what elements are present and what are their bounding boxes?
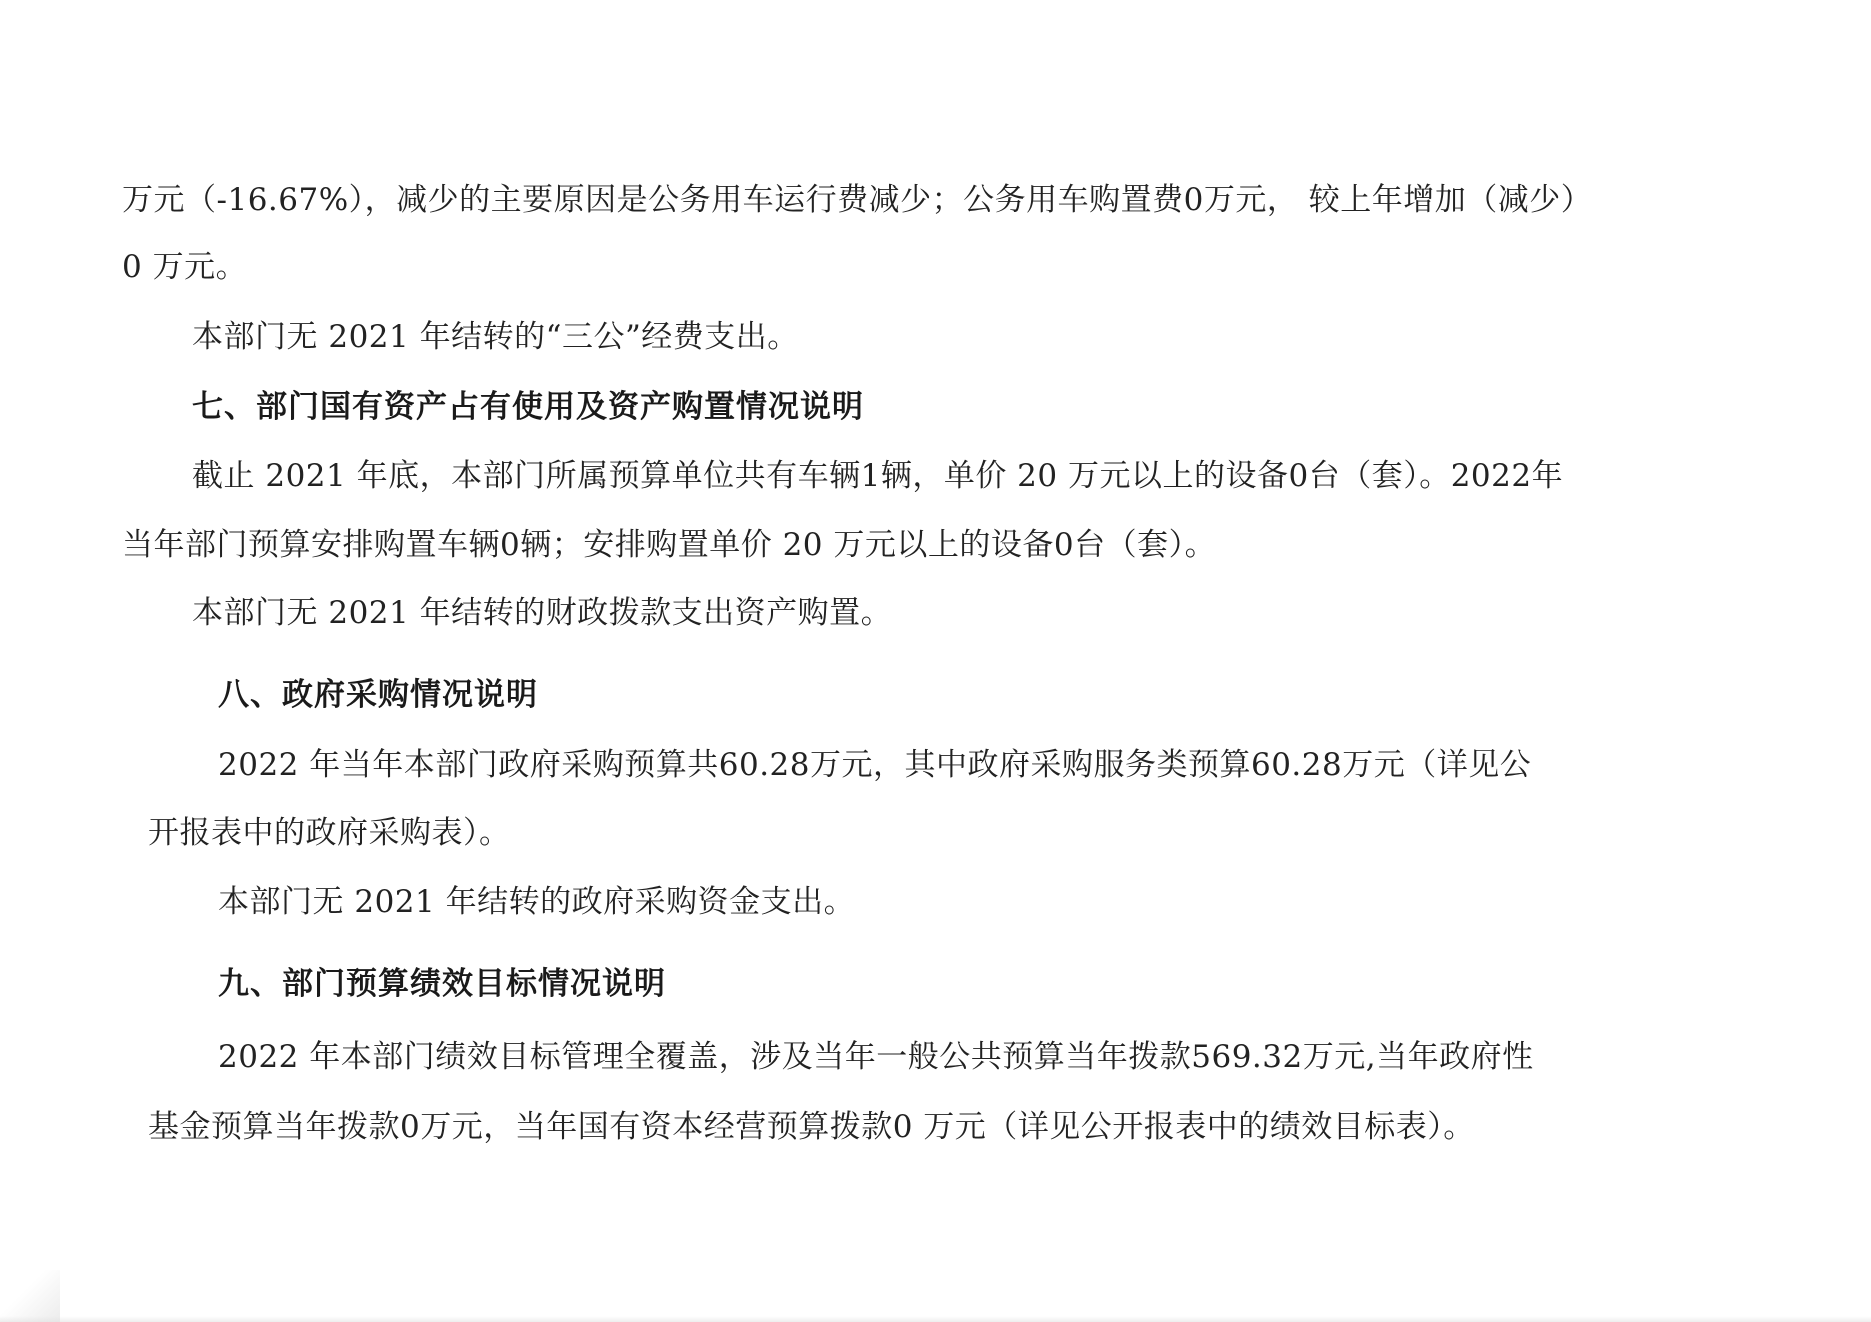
paragraph-line: 截止 2021 年底，本部门所属预算单位共有车辆1辆，单价 20 万元以上的设备0台（套）。2022年 [192,458,1564,494]
paragraph-line: 本部门无 2021 年结转的政府采购资金支出。 [218,884,856,920]
paragraph-line: 2022 年本部门绩效目标管理全覆盖，涉及当年一般公共预算当年拨款569.32万元,当年政府性 [218,1039,1534,1075]
paragraph-line: 0 万元。 [122,249,248,285]
section-heading-8: 八、政府采购情况说明 [218,677,538,713]
paragraph-line: 开报表中的政府采购表）。 [148,815,511,851]
section-heading-7: 七、部门国有资产占有使用及资产购置情况说明 [192,389,864,425]
paragraph-line: 2022 年当年本部门政府采购预算共60.28万元，其中政府采购服务类预算60.28万元（详见公 [218,747,1532,783]
paragraph-line: 本部门无 2021 年结转的财政拨款支出资产购置。 [192,595,893,631]
paragraph-line: 万元（-16.67%），减少的主要原因是公务用车运行费减少；公务用车购置费0万元， 较上年增加（减少） [122,182,1593,218]
paragraph-line: 基金预算当年拨款0万元，当年国有资本经营预算拨款0 万元（详见公开报表中的绩效目标表）。 [148,1109,1475,1145]
paragraph-line: 本部门无 2021 年结转的“三公”经费支出。 [192,319,799,355]
scan-edge-bottom [0,1316,1871,1322]
paragraph-line: 当年部门预算安排购置车辆0辆；安排购置单价 20 万元以上的设备0台（套）。 [122,527,1217,563]
section-heading-9: 九、部门预算绩效目标情况说明 [218,966,666,1002]
scan-edge-shadow [0,1270,60,1322]
